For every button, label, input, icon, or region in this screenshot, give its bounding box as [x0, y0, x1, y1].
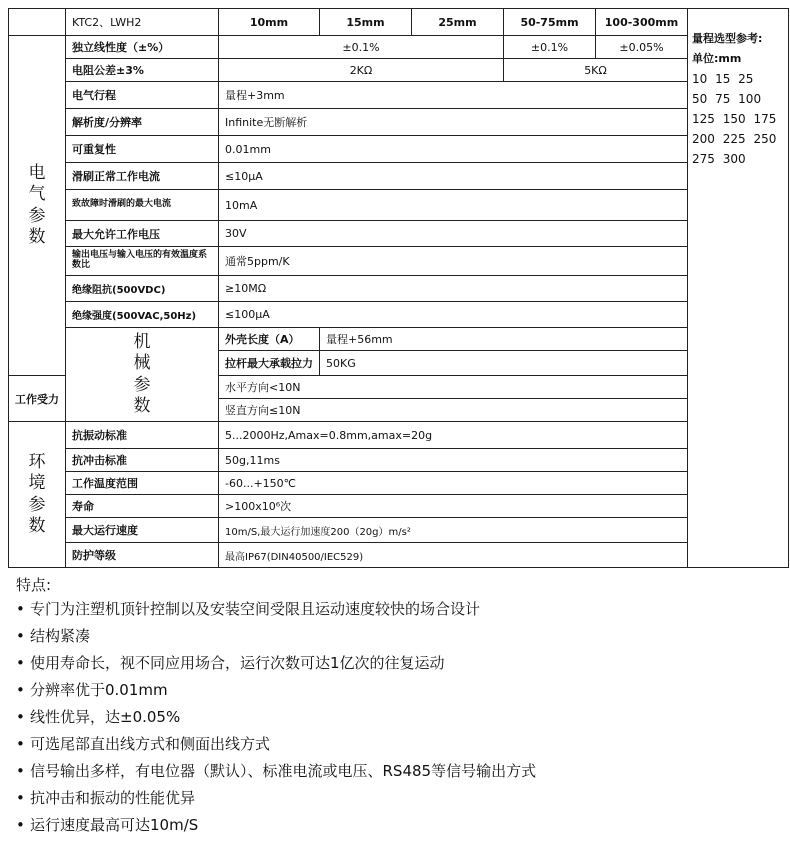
group-mechanical: 机 械 参 数 [66, 328, 219, 422]
life-value: >100x10⁶次 [219, 495, 688, 518]
row-temp-range [9, 472, 789, 495]
protection-value: 最高IP67(DIN40500/IEC529) [219, 543, 688, 568]
row-travel [9, 82, 789, 109]
vibration-label: 抗振动标准 [66, 422, 219, 449]
wiper-current-label: 滑刷正常工作电流 [66, 163, 219, 190]
tolerance-value-1: 2KΩ [219, 59, 504, 82]
tolerance-label: 电阻公差±3% [66, 59, 219, 82]
range-reference-unit: 单位:mm [692, 52, 742, 65]
temp-coeff-label: 输出电压与输入电压的有效温度系数比 [66, 247, 219, 276]
row-protection [9, 543, 789, 568]
max-pull-value: 50KG [320, 351, 789, 376]
row-wiper-current [9, 163, 789, 190]
row-repeatability [9, 136, 789, 163]
resolution-value: Infinite无断解析 [219, 109, 688, 136]
linearity-value-3: ±0.05% [596, 36, 688, 59]
row-insulation-strength [9, 302, 789, 328]
feature-text: 线性优异，达±0.05% [30, 708, 181, 726]
bullet-icon: • [16, 816, 25, 834]
insulation-resistance-label: 绝缘阻抗(500VDC) [66, 276, 219, 302]
housing-length-value: 量程+56mm [320, 328, 789, 351]
max-speed-value: 10m/S,最大运行加速度200（20g）m/s² [219, 518, 688, 543]
range-100-300: 100-300mm [596, 9, 688, 36]
repeatability-label: 可重复性 [66, 136, 219, 163]
bullet-icon: • [16, 627, 25, 645]
bullet-icon: • [16, 681, 25, 699]
max-voltage-label: 最大允许工作电压 [66, 221, 219, 247]
travel-value: 量程+3mm [219, 82, 688, 109]
fault-current-value: 10mA [219, 190, 688, 221]
housing-length-label: 外壳长度（A） [219, 328, 320, 351]
feature-text: 分辨率优于0.01mm [30, 681, 168, 699]
feature-item [16, 731, 776, 758]
feature-text: 运行速度最高可达10m/S [30, 816, 199, 834]
max-speed-label: 最大运行速度 [66, 518, 219, 543]
header-row [9, 9, 789, 36]
feature-text: 可选尾部直出线方式和侧面出线方式 [30, 735, 271, 753]
feature-item [16, 785, 776, 812]
group-environmental: 环 境 参 数 [9, 422, 66, 568]
row-shock [9, 449, 789, 472]
temp-coeff-value: 通常5ppm/K [219, 247, 688, 276]
protection-label: 防护等级 [66, 543, 219, 568]
feature-text: 使用寿命长，视不同应用场合，运行次数可达1亿次的往复运动 [30, 654, 445, 672]
feature-text: 结构紧凑 [30, 627, 91, 645]
row-housing-length [9, 328, 789, 351]
range-15: 15mm [320, 9, 412, 36]
insulation-resistance-value: ≥10MΩ [219, 276, 688, 302]
feature-item [16, 650, 776, 677]
feature-text: 信号输出多样，有电位器（默认）、标准电流或电压、RS485等信号输出方式 [30, 762, 537, 780]
row-insulation-resistance [9, 276, 789, 302]
linearity-label: 独立线性度（±%） [66, 36, 219, 59]
features-title: 特点: [16, 576, 52, 594]
row-fault-current [9, 190, 789, 221]
temp-range-value: -60...+150℃ [219, 472, 688, 495]
row-linearity [9, 36, 789, 59]
max-pull-label: 拉杆最大承载拉力 [219, 351, 320, 376]
feature-text: 专门为注塑机顶针控制以及安装空间受限且运动速度较快的场合设计 [30, 600, 481, 618]
range-reference-values-4: 200 225 250 [692, 132, 777, 146]
force-label: 工作受力 [9, 376, 66, 422]
vibration-value: 5...2000Hz,Amax=0.8mm,amax=20g [219, 422, 688, 449]
shock-label: 抗冲击标准 [66, 449, 219, 472]
shock-value: 50g,11ms [219, 449, 688, 472]
range-reference-values-3: 125 150 175 [692, 112, 777, 126]
insulation-strength-value: ≤100μA [219, 302, 688, 328]
range-reference-title: 量程选型参考: [692, 32, 763, 45]
feature-item [16, 623, 776, 650]
linearity-value-1: ±0.1% [219, 36, 504, 59]
bullet-icon: • [16, 654, 25, 672]
features-list [16, 596, 776, 839]
life-label: 寿命 [66, 495, 219, 518]
feature-item [16, 758, 776, 785]
bullet-icon: • [16, 762, 25, 780]
range-reference-values-1: 10 15 25 [692, 72, 754, 86]
repeatability-value: 0.01mm [219, 136, 688, 163]
max-voltage-value: 30V [219, 221, 688, 247]
range-25: 25mm [412, 9, 504, 36]
travel-label: 电气行程 [66, 82, 219, 109]
row-resolution [9, 109, 789, 136]
range-50-75: 50-75mm [504, 9, 596, 36]
row-life [9, 495, 789, 518]
tolerance-value-2: 5KΩ [504, 59, 688, 82]
bullet-icon: • [16, 789, 25, 807]
wiper-current-value: ≤10μA [219, 163, 688, 190]
fault-current-label: 致故障时滑刷的最大电流 [66, 190, 219, 221]
row-temp-coeff [9, 247, 789, 276]
spec-table [8, 8, 789, 568]
features-section [16, 574, 776, 839]
insulation-strength-label: 绝缘强度(500VAC,50Hz) [66, 302, 219, 328]
range-reference-values-2: 50 75 100 [692, 92, 762, 106]
force-horizontal-value: 水平方向<10N [219, 376, 688, 399]
feature-text: 抗冲击和振动的性能优异 [30, 789, 196, 807]
range-reference [688, 9, 789, 568]
header-blank [9, 9, 66, 36]
group-electrical: 电 气 参 数 [9, 36, 66, 376]
bullet-icon: • [16, 708, 25, 726]
model-name: KTC2、LWH2 [66, 9, 219, 36]
range-reference-values-5: 275 300 [692, 152, 746, 166]
feature-item [16, 596, 776, 623]
range-10: 10mm [219, 9, 320, 36]
bullet-icon: • [16, 735, 25, 753]
feature-item [16, 677, 776, 704]
row-tolerance [9, 59, 789, 82]
temp-range-label: 工作温度范围 [66, 472, 219, 495]
force-vertical-value: 竖直方向≤10N [219, 399, 688, 422]
resolution-label: 解析度/分辨率 [66, 109, 219, 136]
feature-item [16, 704, 776, 731]
row-vibration [9, 422, 789, 449]
feature-item [16, 812, 776, 839]
row-max-speed [9, 518, 789, 543]
bullet-icon: • [16, 600, 25, 618]
row-max-voltage [9, 221, 789, 247]
linearity-value-2: ±0.1% [504, 36, 596, 59]
